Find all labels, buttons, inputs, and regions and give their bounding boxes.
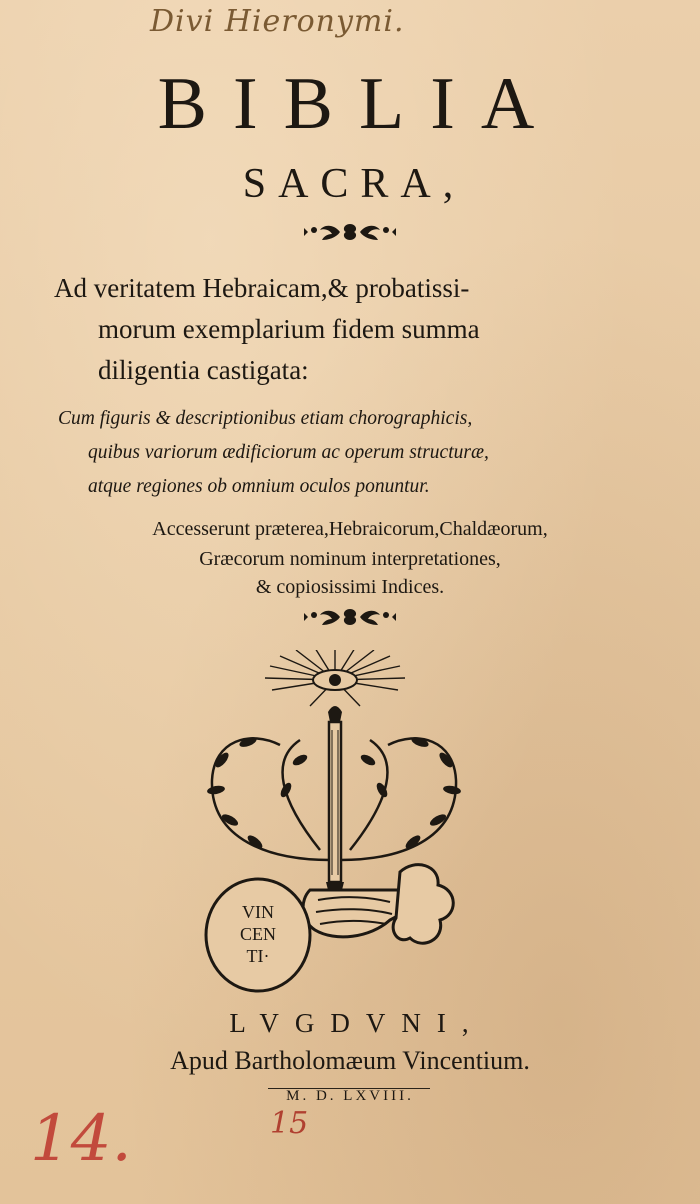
manuscript-shelf-number: 14. bbox=[30, 1102, 132, 1176]
motto-cartouche bbox=[206, 879, 310, 991]
fleuron-ornament-icon bbox=[300, 218, 400, 246]
figures-note-line-2: quibus variorum ædificiorum ac operum structuræ, bbox=[88, 442, 489, 463]
hand-with-cloud-icon bbox=[303, 865, 453, 944]
motto-line-2: CEN bbox=[240, 924, 276, 944]
imprint-publisher: Apud Bartholomæum Vincentium. bbox=[170, 1046, 530, 1075]
figures-note-line-1: Cum figuris & descriptionibus etiam chorographicis, bbox=[58, 408, 473, 429]
description-line-2: morum exemplarium fidem summa bbox=[98, 314, 480, 344]
torch-icon bbox=[326, 706, 344, 918]
title-main: BIBLIA bbox=[157, 63, 561, 145]
imprint-city: LVGDVNI, bbox=[229, 1008, 485, 1038]
printer-device-emblem bbox=[200, 650, 470, 1000]
figures-note-line-3: atque regiones ob omnium oculos ponuntur. bbox=[88, 476, 430, 497]
motto-line-1: VIN bbox=[242, 902, 274, 922]
manuscript-pencil-mark: 15 bbox=[270, 1106, 309, 1141]
additions-line-1: Accesserunt præterea,Hebraicorum,Chaldæorum, bbox=[152, 518, 548, 540]
additions-line-3: & copiosissimi Indices. bbox=[255, 576, 445, 598]
description-line-3: diligentia castigata: bbox=[98, 355, 309, 385]
additions-line-2: Græcorum nominum interpretationes, bbox=[199, 548, 501, 570]
motto-line-3: TI· bbox=[246, 946, 270, 966]
radiant-eye-icon bbox=[265, 650, 405, 706]
imprint-date: M. D. LXVIII. bbox=[286, 1088, 414, 1104]
title-sub: SACRA, bbox=[242, 161, 466, 207]
description-line-1: Ad veritatem Hebraicam,& probatissi- bbox=[54, 273, 470, 303]
fleuron-ornament-icon bbox=[300, 603, 400, 631]
manuscript-inscription: Divi Hieronymi. bbox=[150, 4, 405, 39]
